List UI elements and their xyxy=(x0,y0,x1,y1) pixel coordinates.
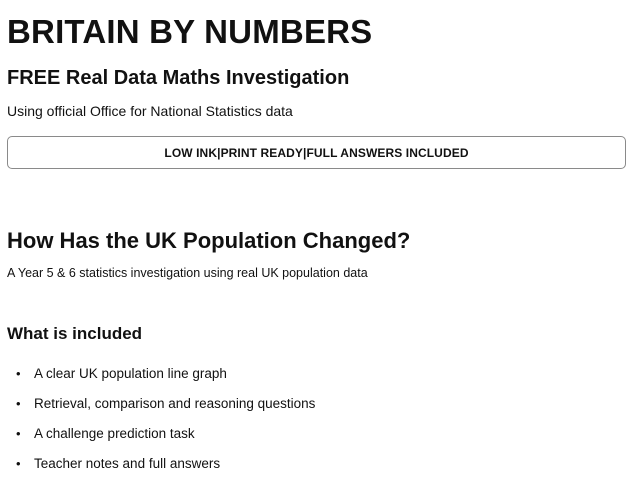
included-heading: What is included xyxy=(7,324,143,343)
feature-separator: | xyxy=(303,145,307,160)
section-description: A Year 5 & 6 statistics investigation using real UK population data xyxy=(7,266,368,280)
list-item-text: Retrieval, comparison and reasoning questions xyxy=(34,396,316,411)
feature-banner xyxy=(7,136,626,169)
bullet-icon: • xyxy=(16,366,21,381)
page-subtitle: FREE Real Data Maths Investigation xyxy=(7,67,350,89)
bullet-icon: • xyxy=(16,426,21,441)
feature-separator: | xyxy=(217,145,221,160)
feature-print-ready: PRINT READY xyxy=(220,145,304,160)
list-item-text: A clear UK population line graph xyxy=(34,366,227,381)
section-title: How Has the UK Population Changed? xyxy=(7,228,411,253)
bullet-icon: • xyxy=(16,456,21,471)
feature-full-answers: FULL ANSWERS INCLUDED xyxy=(306,145,469,160)
page-title: BRITAIN BY NUMBERS xyxy=(7,13,373,50)
feature-low-ink: LOW INK xyxy=(164,145,218,160)
list-item-text: A challenge prediction task xyxy=(34,426,195,441)
bullet-icon: • xyxy=(16,396,21,411)
list-item-text: Teacher notes and full answers xyxy=(34,456,221,471)
data-source-note: Using official Office for National Statistics data xyxy=(7,103,293,119)
